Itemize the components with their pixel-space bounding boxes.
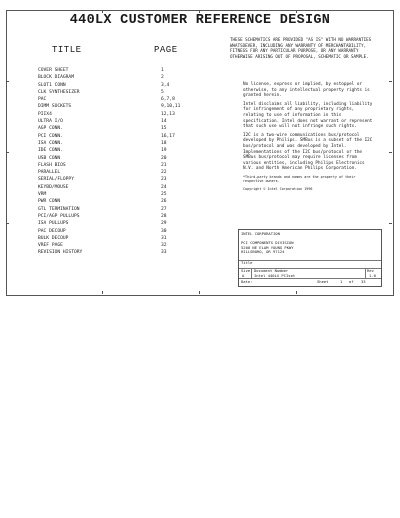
toc-page-number: 1 xyxy=(161,68,164,73)
toc-section-name: VRM xyxy=(38,192,47,198)
toc-page-number: 19 xyxy=(161,148,167,154)
size-label: Size xyxy=(241,268,251,273)
border-tick xyxy=(296,291,297,294)
i2c-paragraph: I2C is a two-wire communications bus/protocol developed by Philips. SMBus is a subset of the I2C bus/protocol and was developed by Intel. Implementations of the I2C bus/protocol or the SMBus bus/protocol may require licenses from various entities, including Philips Electronics N.V. and North American Philips Corporation. xyxy=(243,132,373,172)
toc-row xyxy=(38,176,198,183)
toc-page-number: 24 xyxy=(161,184,167,190)
title-label: Title xyxy=(241,260,253,265)
toc-title-header: TITLE xyxy=(52,45,82,55)
toc-section-name: PAC xyxy=(38,97,47,103)
table-of-contents xyxy=(38,67,198,257)
toc-section-name: PCI CONN. xyxy=(38,133,63,139)
copyright-note: Copyright © Intel Corporation 1996 xyxy=(243,186,313,191)
license-paragraph: No license, express or implied, by estoppel or otherwise, to any intellectual property rights is granted herein. xyxy=(243,82,370,99)
toc-page-number: 12,13 xyxy=(161,111,175,117)
address-line-1: 5200 NE ELAM YOUNG PKWY xyxy=(241,244,294,250)
toc-row xyxy=(38,191,198,198)
sheet-label: Sheet xyxy=(317,278,329,284)
toc-page-number: 25 xyxy=(161,192,167,198)
toc-page-number: 16,17 xyxy=(161,133,175,139)
toc-section-name: GTL TERMINATION xyxy=(38,206,80,212)
toc-page-number: 2 xyxy=(161,75,164,81)
toc-row xyxy=(38,249,198,256)
doc-number-label: Document Number xyxy=(254,268,289,273)
toc-section-name: BULK DECOUP xyxy=(38,235,69,241)
toc-page-number: 33 xyxy=(161,250,167,256)
toc-page-number: 9,10,11 xyxy=(161,104,181,110)
warranty-notice: THESE SCHEMATICS ARE PROVIDED "AS IS" WITH NO WARRANTIES WHATSOEVER, INCLUDING ANY WARRANTY OF MERCHANTABILITY, FITNESS FOR ANY PARTICULAR PURPOSE, OR ANY WARRANTY OTHERWISE ARISING OUT OF PROPOSAL, SCHEMATIC OR SAMPLE. xyxy=(230,37,372,59)
border-tick xyxy=(102,291,103,294)
toc-section-name: REVISION HISTORY xyxy=(38,250,83,256)
toc-page-number: 20 xyxy=(161,155,167,161)
toc-row xyxy=(38,89,198,96)
toc-row xyxy=(38,155,198,162)
toc-page-number: 32 xyxy=(161,243,167,249)
date-label: Date: xyxy=(241,278,253,284)
toc-row xyxy=(38,140,198,147)
border-tick xyxy=(6,152,9,153)
toc-section-name: PIIX4 xyxy=(38,111,52,117)
toc-section-name: DIMM SOCKETS xyxy=(38,104,72,110)
doc-number-value: Intel 440LX PCIset xyxy=(254,273,296,278)
toc-row xyxy=(38,118,198,125)
trademark-note: *Third-party brands and names are the property of their respective owners. xyxy=(243,174,356,184)
toc-row xyxy=(38,213,198,220)
toc-row xyxy=(38,133,198,140)
toc-section-name: AGP CONN. xyxy=(38,126,63,132)
toc-section-name: BLOCK DIAGRAM xyxy=(38,75,74,81)
disclaimer-paragraph: Intel disclaims all liability, including liability for infringement of any proprietary rights, relating to use of information in this specification. Intel does not warrant or represent that such use will not infringe such rights. xyxy=(243,101,373,130)
toc-page-number: 30 xyxy=(161,228,167,234)
toc-section-name: PCI/AGP PULLUPS xyxy=(38,213,80,219)
toc-row xyxy=(38,67,198,74)
toc-page-number: 23 xyxy=(161,177,167,183)
toc-section-name: PARALLEL xyxy=(38,170,61,176)
toc-row xyxy=(38,125,198,132)
rev-label: Rev xyxy=(367,268,374,273)
division-name: PCI COMPONENTS DIVISION xyxy=(241,240,294,245)
toc-row xyxy=(38,184,198,191)
toc-page-number: 3,4 xyxy=(161,82,170,88)
toc-row xyxy=(38,74,198,81)
toc-page-number: 22 xyxy=(161,170,167,176)
toc-row xyxy=(38,169,198,176)
toc-page-number: 14 xyxy=(161,119,167,125)
toc-page-number: 6,7,8 xyxy=(161,97,175,103)
size-divider xyxy=(251,268,252,278)
toc-page-number: 5 xyxy=(161,89,164,95)
of-label: of xyxy=(349,278,354,284)
border-tick xyxy=(199,291,200,294)
sheet-total: 33 xyxy=(361,278,366,284)
border-tick xyxy=(389,223,392,224)
toc-page-header: PAGE xyxy=(154,45,178,55)
toc-section-name: CLK SYNTHESIZER xyxy=(38,89,80,95)
size-value: A xyxy=(242,273,245,278)
toc-row xyxy=(38,82,198,89)
toc-row xyxy=(38,242,198,249)
toc-row xyxy=(38,147,198,154)
toc-row xyxy=(38,235,198,242)
document-title: 440LX CUSTOMER REFERENCE DESIGN xyxy=(69,13,331,28)
address-line-2: HILLSBORO, OR 97124 xyxy=(241,249,285,255)
toc-section-name: PWR CONN xyxy=(38,199,61,205)
toc-section-name: SERIAL/FLOPPY xyxy=(38,177,74,183)
toc-page-number: 21 xyxy=(161,162,167,168)
toc-row xyxy=(38,162,198,169)
toc-section-name: VREF PAGE xyxy=(38,243,63,249)
border-tick xyxy=(389,152,392,153)
sheet-number: 1 xyxy=(340,278,343,284)
toc-section-name: PAC DECOUP xyxy=(38,228,66,234)
toc-page-number: 29 xyxy=(161,221,167,227)
title-block xyxy=(238,229,382,287)
toc-row xyxy=(38,111,198,118)
toc-row xyxy=(38,206,198,213)
toc-section-name: ULTRA I/O xyxy=(38,119,63,125)
toc-section-name: FLASH BIOS xyxy=(38,162,66,168)
toc-row xyxy=(38,220,198,227)
toc-section-name: KEYBD/MOUSE xyxy=(38,184,69,190)
border-tick xyxy=(6,223,9,224)
toc-section-name: ISA CONN. xyxy=(38,140,63,146)
toc-row xyxy=(38,198,198,205)
border-tick xyxy=(389,81,392,82)
toc-section-name: ISA PULLUPS xyxy=(38,221,69,227)
company-name: INTEL CORPORATION xyxy=(241,231,280,236)
toc-section-name: IDE CONN. xyxy=(38,148,63,154)
toc-row xyxy=(38,96,198,103)
date-row-divider xyxy=(239,278,381,279)
toc-page-number: 15 xyxy=(161,126,167,132)
legal-text xyxy=(243,82,373,194)
title-row-divider xyxy=(239,260,381,261)
rev-divider xyxy=(365,268,366,278)
toc-page-number: 26 xyxy=(161,199,167,205)
toc-section-name: SLOT1 CONN xyxy=(38,82,66,88)
toc-row xyxy=(38,228,198,235)
toc-page-number: 31 xyxy=(161,235,167,241)
border-tick xyxy=(6,81,9,82)
toc-page-number: 18 xyxy=(161,140,167,146)
toc-row xyxy=(38,103,198,110)
toc-section-name: COVER SHEET xyxy=(38,68,69,73)
toc-section-name: USB CONN xyxy=(38,155,61,161)
toc-page-number: 27 xyxy=(161,206,167,212)
toc-page-number: 28 xyxy=(161,213,167,219)
rev-value: 1.0 xyxy=(369,273,376,278)
